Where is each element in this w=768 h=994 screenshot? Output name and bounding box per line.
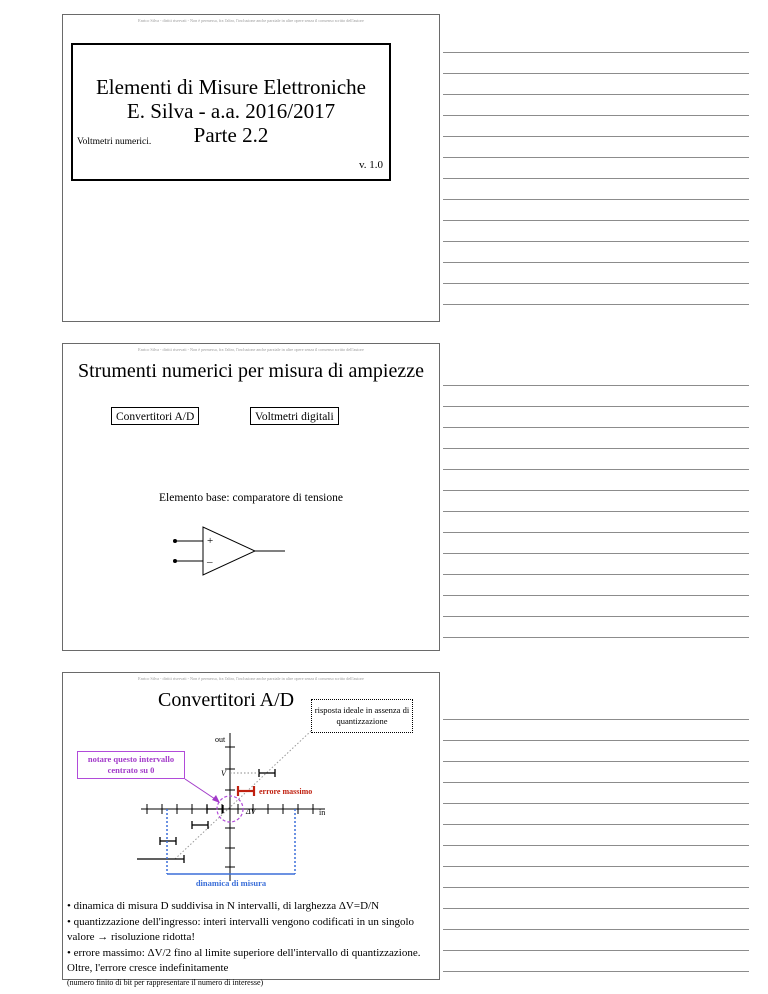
title-line-2: E. Silva - a.a. 2016/2017 bbox=[126, 99, 336, 123]
note-line bbox=[443, 220, 749, 221]
purple-arrow-head bbox=[212, 795, 220, 803]
in-label: in bbox=[319, 808, 326, 817]
note-line bbox=[443, 824, 749, 825]
v-label: V bbox=[221, 769, 226, 778]
note-line bbox=[443, 511, 749, 512]
box-voltmetri: Voltmetri digitali bbox=[250, 407, 339, 425]
max-error-label: errore massimo bbox=[259, 787, 313, 796]
ideal-response-note: risposta ideale in assenza di quantizzazione bbox=[311, 699, 413, 733]
slide-title: Convertitori A/D bbox=[158, 689, 295, 711]
note-line bbox=[443, 115, 749, 116]
note-line bbox=[443, 908, 749, 909]
note-line bbox=[443, 887, 749, 888]
note-line bbox=[443, 157, 749, 158]
purple-note: notare questo intervallo centrato su 0 bbox=[77, 751, 185, 779]
note-line bbox=[443, 637, 749, 638]
note-line bbox=[443, 448, 749, 449]
slide-1 bbox=[62, 14, 440, 322]
version-label: v. 1.0 bbox=[358, 159, 383, 171]
input-node-minus bbox=[173, 559, 177, 563]
input-node-plus bbox=[173, 539, 177, 543]
note-line bbox=[443, 845, 749, 846]
bullet-3: • errore massimo: ΔV/2 fino al limite superiore dell'intervallo di quantizzazione. Oltre, l'errore cresce indefinitamente bbox=[67, 946, 421, 974]
bullet-list bbox=[67, 899, 437, 989]
dv-label: ΔV bbox=[246, 807, 256, 816]
note-line bbox=[443, 803, 749, 804]
note-line bbox=[443, 719, 749, 720]
max-error-bar bbox=[238, 786, 254, 796]
title-line-3: Parte 2.2 bbox=[193, 123, 269, 147]
slide-2 bbox=[62, 343, 440, 651]
note-line bbox=[443, 94, 749, 95]
note-line bbox=[443, 950, 749, 951]
title-line-1: Elementi di Misure Elettroniche bbox=[95, 75, 366, 99]
note-line bbox=[443, 283, 749, 284]
bullet-1: • dinamica di misura D suddivisa in N intervalli, di larghezza ΔV=D/N bbox=[67, 900, 380, 912]
note-line bbox=[443, 52, 749, 53]
note-line bbox=[443, 616, 749, 617]
purple-arrow bbox=[185, 779, 218, 801]
note-line bbox=[443, 574, 749, 575]
note-line bbox=[443, 490, 749, 491]
note-line bbox=[443, 595, 749, 596]
note-line bbox=[443, 971, 749, 972]
slide-3 bbox=[62, 672, 440, 987]
quantization-steps bbox=[137, 769, 275, 863]
note-line bbox=[443, 178, 749, 179]
note-line bbox=[443, 740, 749, 741]
note-line bbox=[443, 782, 749, 783]
copyright-notice: Enrico Silva - diritti riservati - Non è permessa, fra l'altro, l'inclusione anche parziale in altre opere senza il consenso scritto dell'autore bbox=[138, 676, 364, 681]
note-line bbox=[443, 553, 749, 554]
note-line bbox=[443, 73, 749, 74]
note-line bbox=[443, 241, 749, 242]
note-line bbox=[443, 136, 749, 137]
base-element-label: Elemento base: comparatore di tensione bbox=[159, 492, 343, 504]
note-line bbox=[443, 199, 749, 200]
copyright-notice: Enrico Silva - diritti riservati - Non è permessa, fra l'altro, l'inclusione anche parziale in altre opere senza il consenso scritto dell'autore bbox=[138, 347, 364, 352]
bullet-2: • quantizzazione dell'ingresso: interi intervalli vengono codificati in un singolo valore → risoluzione ridotta! bbox=[67, 915, 415, 943]
footnote: (numero finito di bit per rappresentare il numero di interesse) bbox=[67, 977, 264, 987]
minus-sign: – bbox=[207, 556, 213, 568]
title-box bbox=[71, 43, 391, 181]
slide-subtitle: Voltmetri numerici. bbox=[77, 137, 152, 147]
comparator-diagram bbox=[163, 519, 303, 589]
copyright-notice: Enrico Silva - diritti riservati - Non è permessa, fra l'altro, l'inclusione anche parziale in altre opere senza il consenso scritto dell'autore bbox=[138, 18, 364, 23]
note-line bbox=[443, 385, 749, 386]
quantization-diagram bbox=[63, 673, 441, 893]
plus-sign: + bbox=[207, 535, 214, 547]
dynamic-range bbox=[167, 809, 295, 874]
note-line bbox=[443, 406, 749, 407]
note-line bbox=[443, 761, 749, 762]
note-line bbox=[443, 304, 749, 305]
note-line bbox=[443, 866, 749, 867]
note-line bbox=[443, 469, 749, 470]
out-label: out bbox=[215, 735, 226, 744]
slide-title: Strumenti numerici per misura di ampiezze bbox=[78, 360, 424, 382]
note-line bbox=[443, 427, 749, 428]
note-line bbox=[443, 262, 749, 263]
note-line bbox=[443, 532, 749, 533]
box-convertitori: Convertitori A/D bbox=[111, 407, 199, 425]
note-line bbox=[443, 929, 749, 930]
dynamic-range-label: dinamica di misura bbox=[195, 878, 267, 888]
